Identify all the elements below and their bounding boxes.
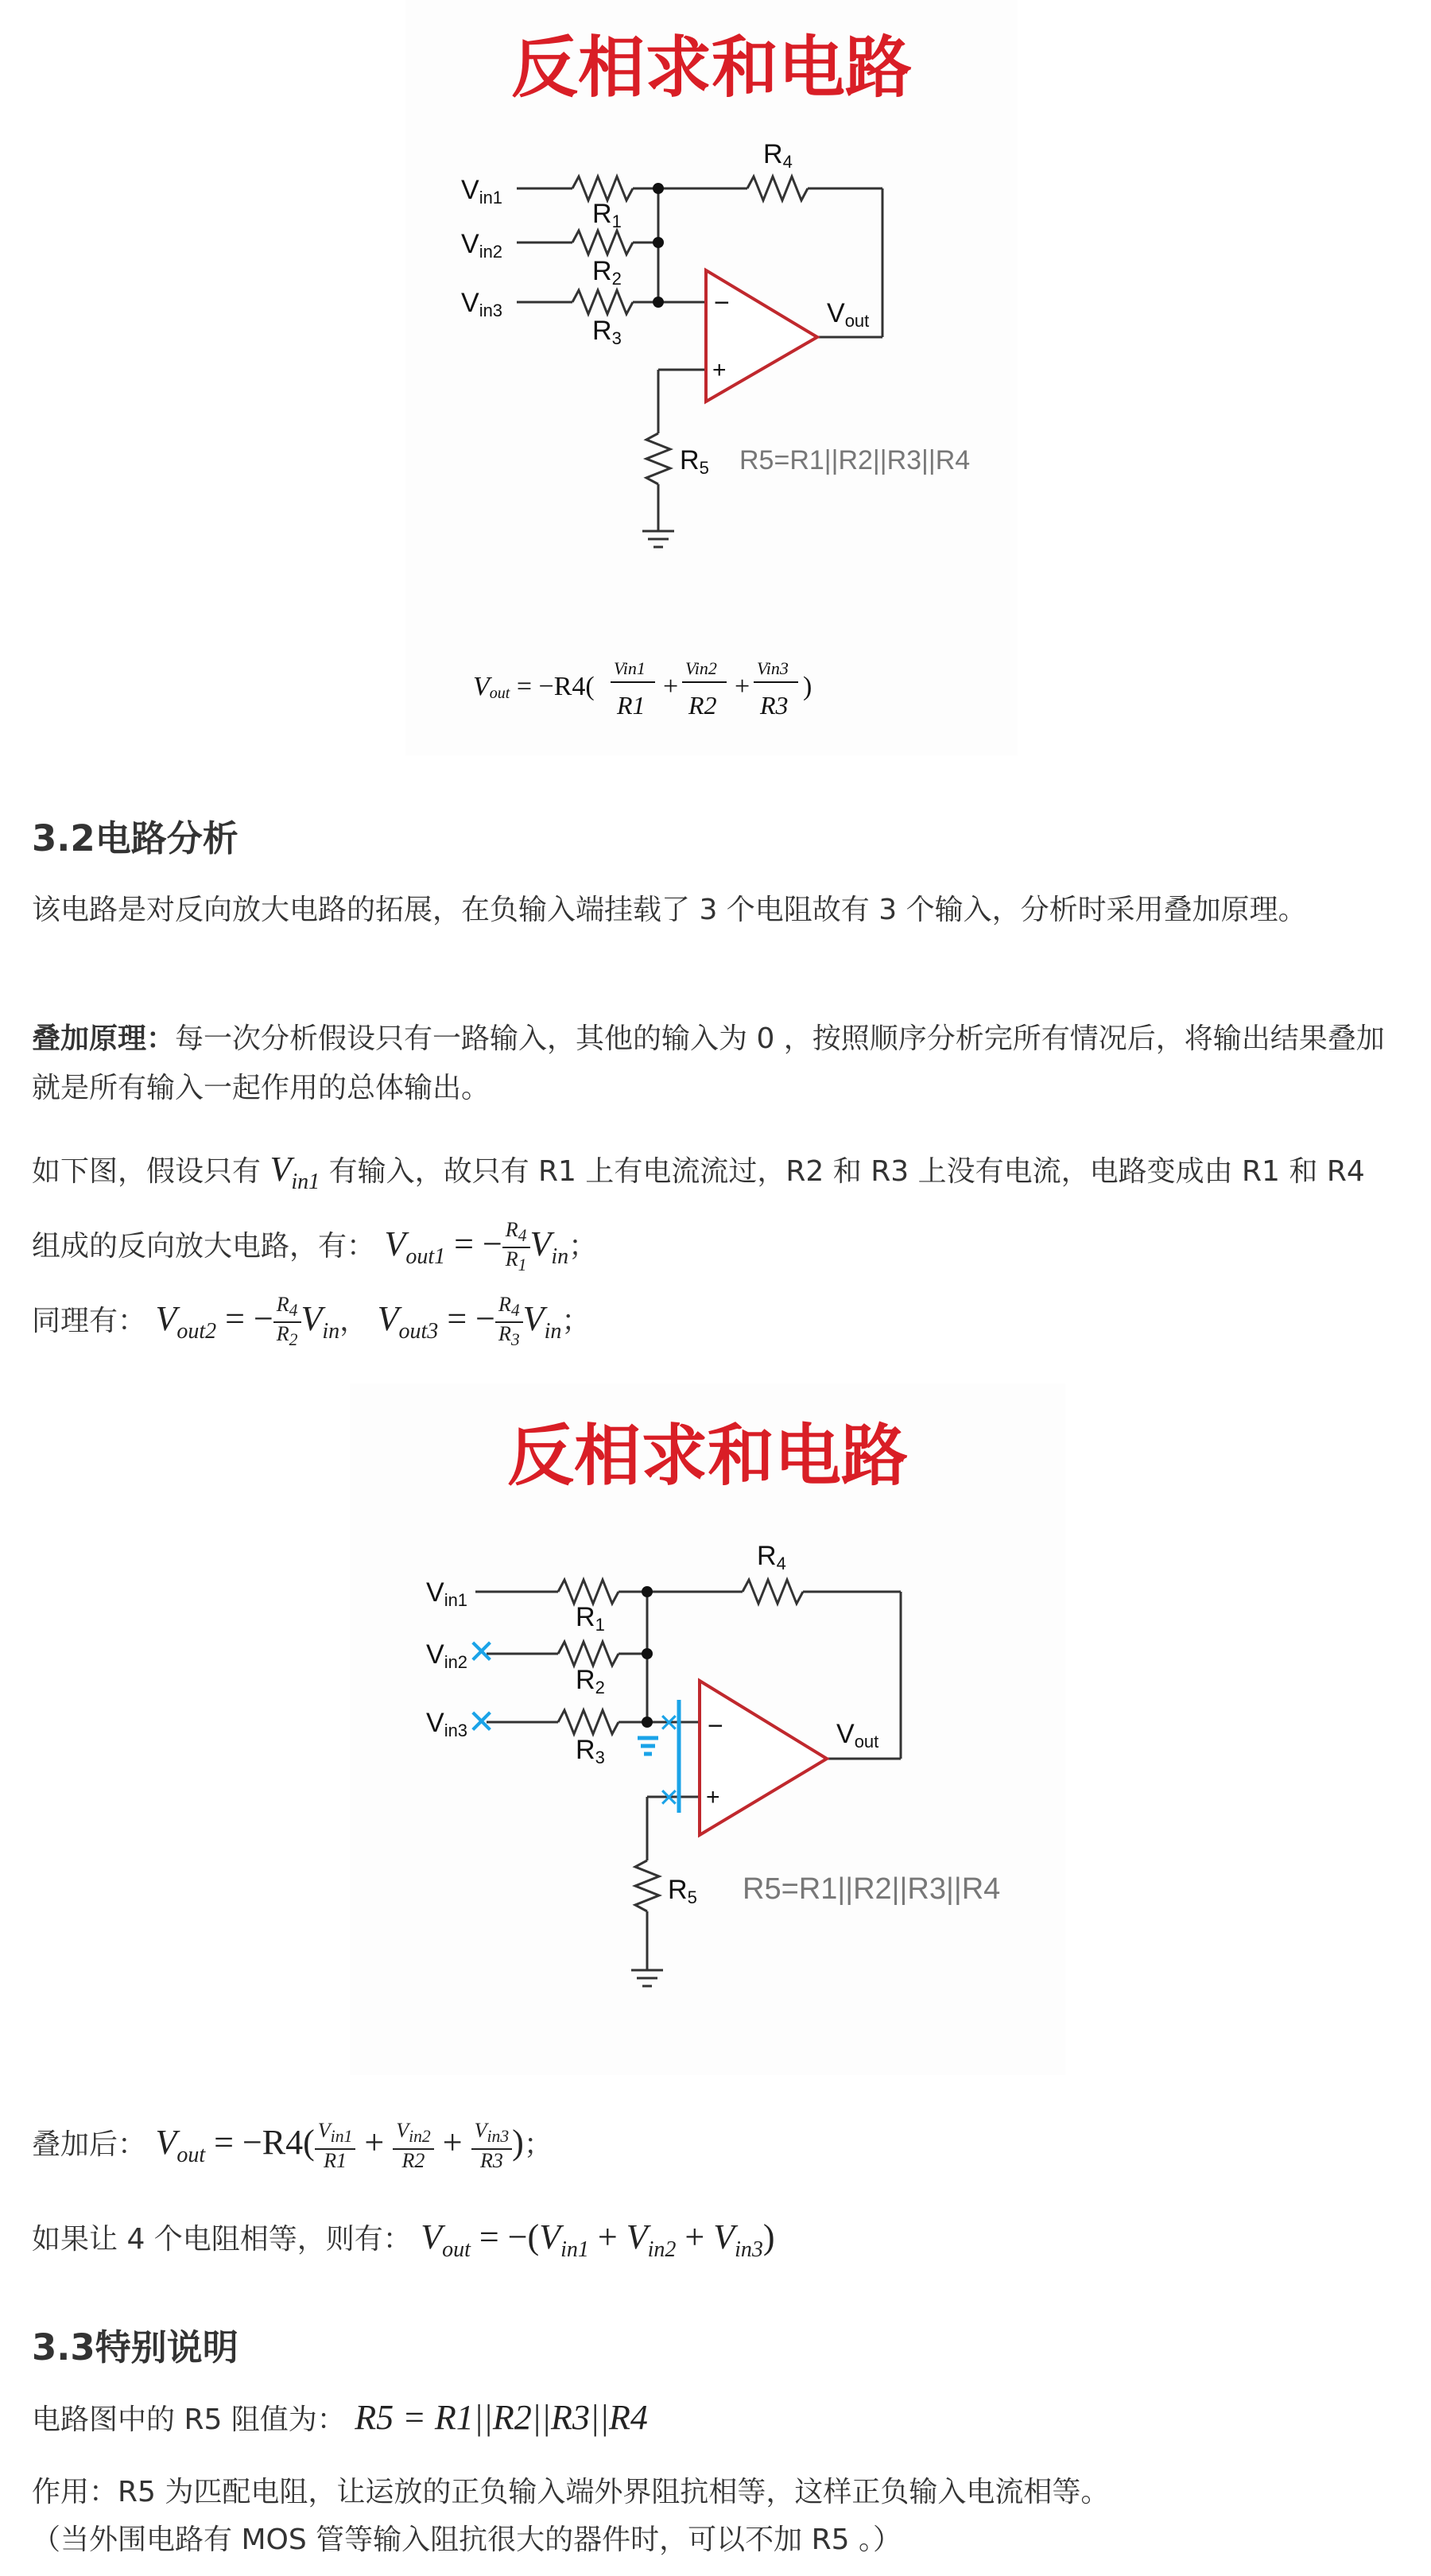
r2-label: R2 — [592, 256, 622, 289]
vin2-label: Vin2 — [461, 229, 503, 262]
svg-text:R5: R5 — [668, 1875, 697, 1907]
paragraph-similarly: 同理有： $V_{out2}$ = − $\frac{R_4}{R_2}$ $V_{in}$， $V_{out3}$ = − $\frac{R_4}{R_3}$ $V_{in}$； — [32, 1292, 591, 1350]
x-mark-noninv: ✕ — [658, 1783, 680, 1813]
plus-sign: + — [712, 357, 727, 383]
circuit-diagram-2 — [350, 1383, 1065, 2075]
math-vout1: $V_{out1}$ = − $\frac{R_4}{R_1}$ $V_{in}$ — [384, 1217, 569, 1275]
svg-text:+: + — [663, 672, 679, 701]
svg-text:Vin2: Vin2 — [426, 1639, 468, 1672]
paragraph-r5-note: （当外围电路有 MOS 管等输入阻抗很大的器件时，可以不加 R5 。） — [32, 2524, 902, 2556]
r5-note: R5=R1||R2||R3||R4 — [739, 445, 971, 475]
svg-text:Vout: Vout — [836, 1719, 879, 1752]
svg-text:R1: R1 — [576, 1602, 605, 1635]
math-vin1: $V_{in1}$ — [270, 1150, 320, 1194]
vin3-label: Vin3 — [461, 288, 503, 320]
minus-sign: − — [714, 288, 730, 318]
circuit-figure-1 — [405, 0, 1018, 755]
svg-text:R3: R3 — [576, 1735, 605, 1767]
svg-text:R2: R2 — [688, 691, 717, 720]
r3-label: R3 — [592, 316, 622, 348]
vout-label: Vout — [827, 298, 870, 331]
x-mark-vin3: ✕ — [467, 1702, 496, 1741]
figure-title-2: 反相求和电路 — [506, 1417, 908, 1495]
paragraph-superposition-result: 叠加后： $V_{out} = -R4$( $\frac{V_{in1}}{R1}$ + $\frac{V_{in2}}{R2}$ + $\frac{V_{in3}}{R3}$ )； — [32, 2119, 553, 2172]
svg-text:Vin2: Vin2 — [685, 658, 717, 678]
svg-text:R4: R4 — [757, 1541, 786, 1573]
x-mark-inv: ✕ — [658, 1708, 680, 1738]
r1-label: R1 — [592, 199, 622, 231]
r5-note-2: R5=R1||R2||R3||R4 — [743, 1872, 1001, 1906]
svg-text:): ) — [803, 672, 812, 701]
svg-text:−: − — [708, 1711, 723, 1741]
svg-text:Vin3: Vin3 — [757, 658, 789, 678]
section-heading-3-2: 3.2电路分析 — [32, 817, 238, 859]
paragraph-r5-value: 电路图中的 R5 阻值为： R5 = R1||R2||R3||R4 — [32, 2398, 648, 2437]
math-r5: R5 = R1||R2||R3||R4 — [355, 2398, 648, 2437]
math-vout-sum: $V_{out} = -R4$( $\frac{V_{in1}}{R1}$ + $\frac{V_{in2}}{R2}$ + $\frac{V_{in3}}{R3}$ ) — [155, 2119, 524, 2172]
vout-formula — [473, 658, 812, 720]
paragraph-intro: 该电路是对反向放大电路的拓展，在负输入端挂载了 3 个电阻故有 3 个输入，分析时采用叠加原理。 — [32, 894, 1307, 926]
r5-label: R5 — [680, 445, 709, 478]
vin1-label: Vin1 — [461, 175, 503, 208]
section-heading-3-3: 3.3特别说明 — [32, 2326, 238, 2368]
svg-text:R1: R1 — [617, 691, 646, 720]
svg-text:+: + — [735, 672, 750, 701]
paragraph-superposition: 叠加原理：每一次分析假设只有一路输入，其他的输入为 0 ，按照顺序分析完所有情况后，将输出结果叠加就是所有输入一起作用的总体输出。 — [32, 1022, 1385, 1104]
svg-text:Vin1: Vin1 — [614, 658, 646, 678]
circuit-diagram — [405, 0, 1018, 755]
circuit-figure-2 — [350, 1383, 1065, 2075]
svg-text:Vout = −R4(: Vout = −R4( — [473, 672, 595, 702]
math-vout2: $V_{out2}$ = − $\frac{R_4}{R_2}$ $V_{in}$ — [155, 1292, 340, 1350]
superposition-term: 叠加原理： — [32, 1022, 176, 1055]
svg-text:Vin3: Vin3 — [426, 1708, 468, 1740]
svg-text:Vin1: Vin1 — [426, 1577, 468, 1610]
paragraph-vin1-case: 如下图，假设只有 $V_{in1}$ 有输入，故只有 R1 上有电流流过，R2 和 R3 上没有电流，电路变成由 R1 和 R4 组成的反向放大电路，有： $V_{out1}$ = − $\frac{R_4}{R_1}$ $V_{in}$； — [32, 1150, 1365, 1275]
math-vout-equal: $V_{out} = -(V_{in1} + V_{in2} + V_{in3})$ — [421, 2217, 775, 2262]
paragraph-r5-purpose: 作用：R5 为匹配电阻，让运放的正负输入端外界阻抗相等，这样正负输入电流相等。 — [32, 2476, 1110, 2508]
svg-text:R3: R3 — [760, 691, 789, 720]
svg-text:+: + — [706, 1784, 720, 1810]
paragraph-equal-resistors: 如果让 4 个电阻相等，则有： $V_{out} = -(V_{in1} + V_{in2} + V_{in3})$ — [32, 2217, 775, 2262]
figure-title: 反相求和电路 — [510, 29, 912, 107]
svg-text:R2: R2 — [576, 1665, 605, 1697]
math-vout3: $V_{out3}$ = − $\frac{R_4}{R_3}$ $V_{in}$ — [377, 1292, 562, 1350]
x-mark-vin2: ✕ — [467, 1632, 496, 1671]
r4-label: R4 — [763, 139, 793, 172]
